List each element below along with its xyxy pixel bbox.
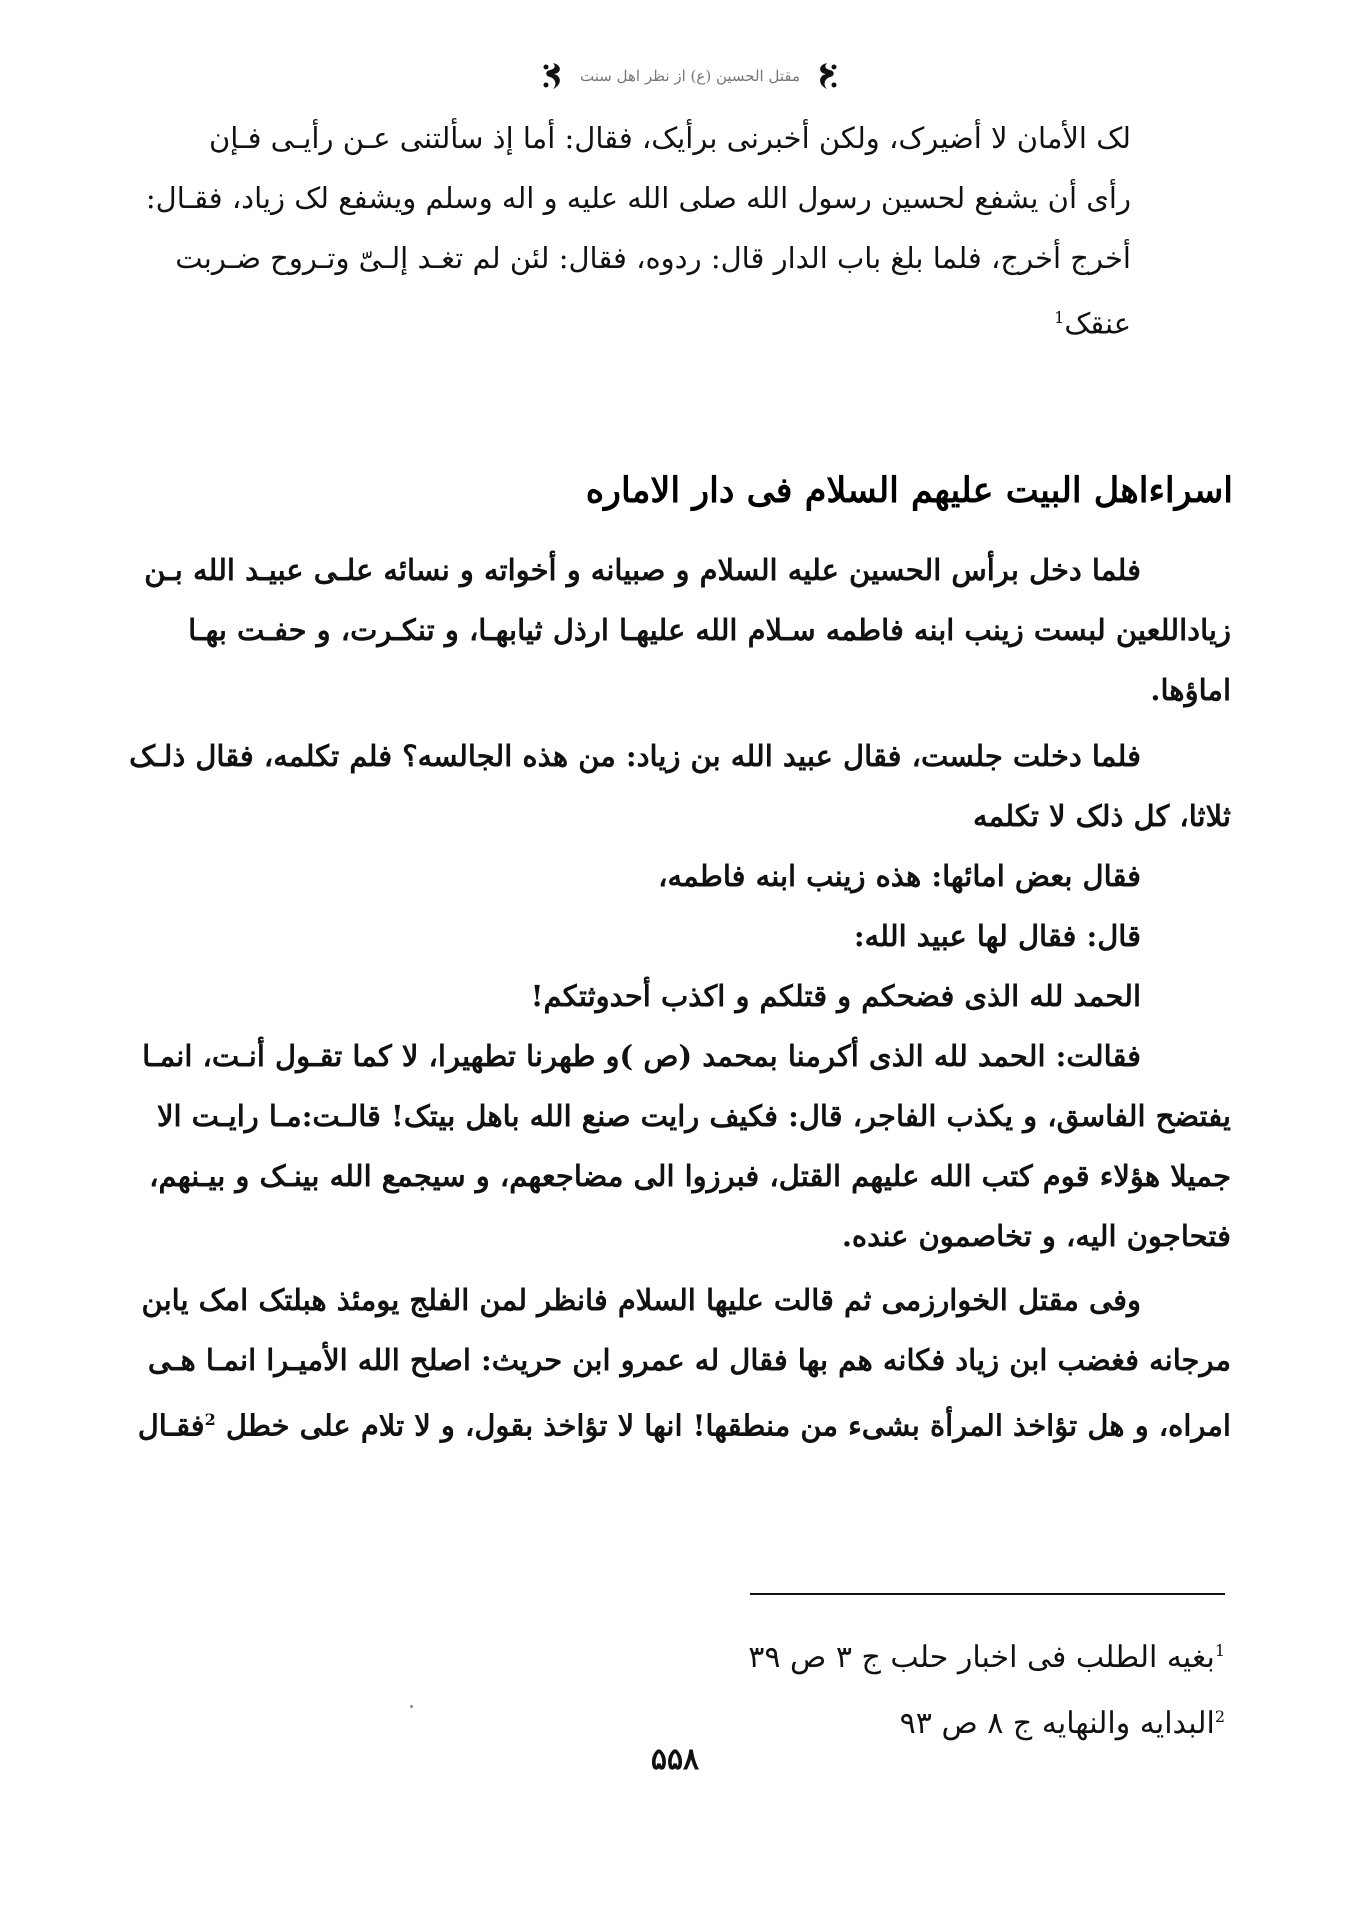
text-line: فقالت: الحمد لله الذی أکرمنا بمحمد (ص )و طهرنا تطهیرا، لا کما تقـول أنـت، انمـا [142, 1039, 1141, 1073]
ornament-flourish-icon [540, 61, 566, 91]
scan-speck [410, 1705, 413, 1708]
text-line: فقال بعض امائها: هذه زینب ابنه فاطمه، [658, 859, 1141, 893]
text-span: عنقک [1064, 306, 1131, 341]
footnote-mark: 2 [1214, 1707, 1225, 1726]
text-line: ثلاثا، کل ذلک لا تکلمه [972, 799, 1231, 833]
text-line: اماؤها. [1150, 673, 1231, 707]
running-header [470, 58, 910, 94]
text-line: جمیلا هؤلاء قوم کتب الله علیهم القتل، فبرزوا الی مضاجعهم، و سیجمع الله بینـک و بیـنهم، [149, 1159, 1231, 1193]
footnote-mark: 1 [1214, 1641, 1225, 1660]
footnote-separator [750, 1593, 1225, 1595]
page-number: ۵۵۸ [650, 1742, 700, 1777]
footnote-item [525, 1684, 1225, 1750]
text-line: مرجانه فغضب ابن زیاد فکانه هم بها فقال له عمرو ابن حریث: اصلح الله الأمیـرا انمـا هـی [147, 1343, 1231, 1377]
footnote-ref[interactable]: 2 [204, 1410, 216, 1429]
text-line: وفی مقتل الخوارزمی ثم قالت علیها السلام فانظر لمن الفلج یومئذ هبلتک امک یابن [141, 1283, 1141, 1317]
footnote-text: البدایه والنهایه ج ۸ ص ۹۳ [899, 1706, 1215, 1741]
footnote-item [525, 1618, 1225, 1684]
text-span: امراه، و هل تؤاخذ المرأة بشیء من منطقها! انها لا تؤاخذ بقول، و لا تلام علی خطل [225, 1408, 1231, 1443]
text-line: یفتضح الفاسق، و یکذب الفاجر، قال: فکیف رایت صنع الله باهل بیتک! قالـت:مـا رایـت الا [156, 1099, 1231, 1133]
ornament-flourish-icon [814, 61, 840, 91]
text-line: الحمد لله الذی فضحکم و قتلکم و اکذب أحدوثتکم! [530, 979, 1141, 1013]
text-line: زیاداللعین لبست زینب ابنه فاطمه سـلام الله علیهـا ارذل ثیابهـا، و تنکـرت، و حفـت بهـا [188, 613, 1231, 647]
text-line: لک الأمان لا أضیرک، ولکن أخبرنی برأیک، فقال: أما إذ سألتنی عـن رأیـی فـإن [208, 121, 1131, 155]
text-line: رأی أن یشفع لحسین رسول الله صلی الله علیه و اله وسلم ویشفع لک زیاد، فقـال: [145, 181, 1131, 215]
text-line: أخرج أخرج، فلما بلغ باب الدار قال: ردوه، فقال: لئن لم تغـد إلـیّ وتـروح ضـربت [175, 241, 1131, 275]
text-line [121, 288, 1131, 348]
text-line: فتحاجون الیه، و تخاصمون عنده. [841, 1219, 1231, 1253]
running-title: مقتل الحسين (ع) از نظر اهل سنت [580, 67, 800, 85]
text-line: فلما دخلت جلست، فقال عبید الله بن زیاد: من هذه الجالسه؟ فلم تکلمه، فقال ذلـک [129, 739, 1141, 773]
text-span: فقـال [137, 1408, 205, 1443]
text-line [121, 1390, 1231, 1450]
footnote-ref[interactable]: 1 [1054, 308, 1065, 327]
footnote-text: بغیه الطلب فی اخبار حلب ج ۳ ص ۳۹ [748, 1640, 1215, 1675]
section-heading: اسراءاهل البیت علیهم السلام فی دار الاماره [585, 470, 1233, 511]
footnotes [525, 1618, 1225, 1750]
text-line: فلما دخل برأس الحسین علیه السلام و صبیانه و أخواته و نسائه علـی عبیـد الله بـن [144, 553, 1141, 587]
section-body [121, 540, 1231, 1550]
paragraph-intro [121, 108, 1131, 358]
text-line: قال: فقال لها عبید الله: [853, 919, 1141, 953]
